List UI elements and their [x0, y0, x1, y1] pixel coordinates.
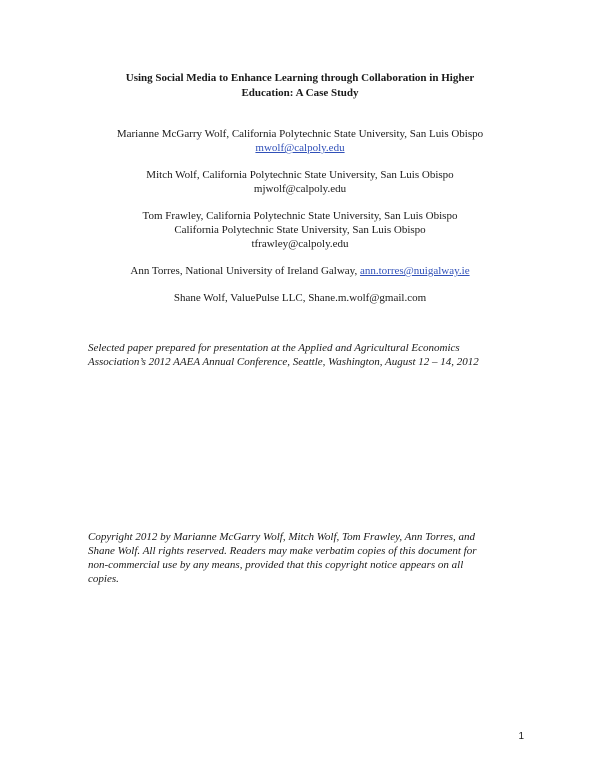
author-affiliation-with-email: [40, 264, 560, 278]
copyright-line: Copyright 2012 by Marianne McGarry Wolf, Mitch Wolf, Tom Frawley, Ann Torres, and: [88, 531, 476, 543]
author-email: mjwolf@calpoly.edu: [253, 183, 347, 195]
author-entry: [40, 168, 560, 196]
conference-note-line: Association’s 2012 AAEA Annual Conference, Seattle, Washington, August 12 – 14, 2012: [88, 356, 479, 368]
conference-note: [88, 341, 528, 369]
author-affiliation: Ann Torres, National University of Ireland Galway,: [130, 265, 360, 277]
author-affiliation: Tom Frawley, California Polytechnic State University, San Luis Obispo: [142, 210, 458, 222]
copyright-line: Shane Wolf. All rights reserved. Readers may make verbatim copies of this document for: [88, 545, 477, 557]
copyright-line: copies.: [88, 573, 119, 585]
paper-title: [60, 71, 540, 101]
author-email: tfrawley@calpoly.edu: [251, 238, 349, 250]
copyright-line: non-commercial use by any means, provided that this copyright notice appears on all: [88, 559, 464, 571]
author-entry: [40, 264, 560, 278]
author-entry: [40, 209, 560, 251]
author-affiliation: Shane Wolf, ValuePulse LLC, Shane.m.wolf@gmail.com: [173, 292, 427, 304]
title-line-1: Using Social Media to Enhance Learning through Collaboration in Higher: [125, 72, 475, 84]
author-affiliation-secondary: California Polytechnic State University, San Luis Obispo: [174, 224, 426, 236]
author-entry: [40, 127, 560, 155]
author-affiliation: Mitch Wolf, California Polytechnic State University, San Luis Obispo: [146, 169, 454, 181]
author-email-link[interactable]: ann.torres@nuigalway.ie: [359, 265, 470, 277]
author-affiliation: Marianne McGarry Wolf, California Polytechnic State University, San Luis Obispo: [116, 128, 484, 140]
title-line-2: Education: A Case Study: [241, 87, 359, 99]
page-number: 1: [518, 731, 524, 742]
author-entry: [40, 291, 560, 305]
author-list: [40, 127, 560, 318]
author-email-link[interactable]: mwolf@calpoly.edu: [255, 142, 345, 154]
copyright-notice: [88, 530, 528, 586]
conference-note-line: Selected paper prepared for presentation at the Applied and Agricultural Economics: [88, 342, 460, 354]
